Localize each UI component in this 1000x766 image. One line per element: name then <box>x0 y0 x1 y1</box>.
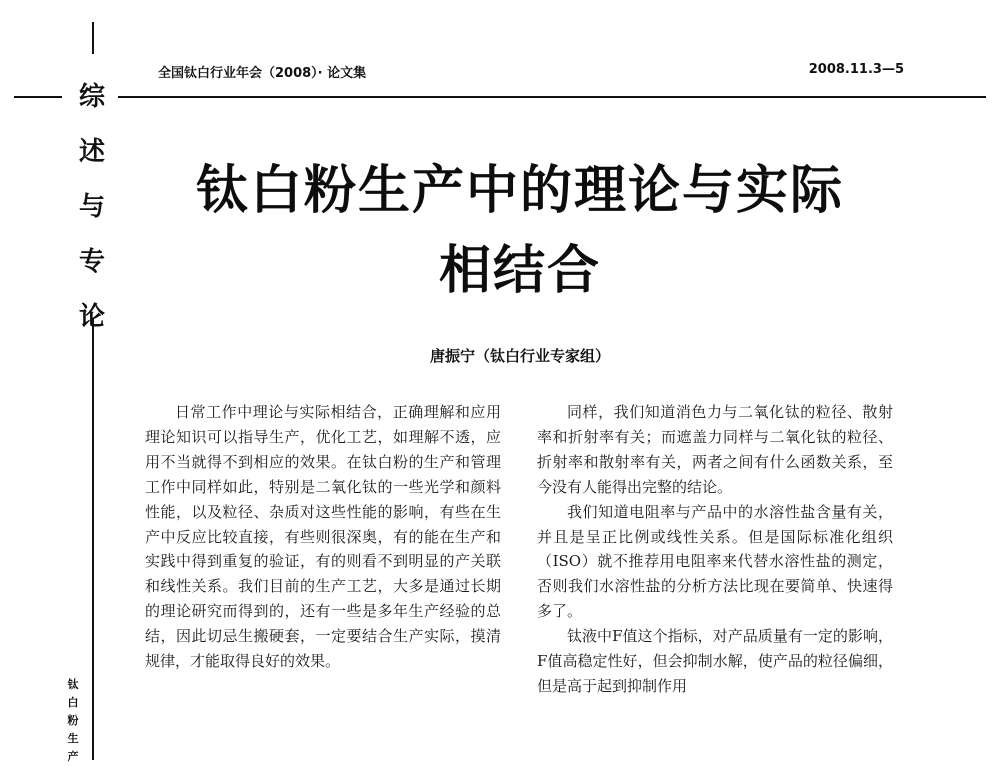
body-column-left <box>145 400 501 674</box>
sidebar-category-char: 综 <box>78 82 105 112</box>
header-rule <box>118 96 986 98</box>
sidebar-journal-char: 白 <box>67 696 79 709</box>
sidebar-category-char: 与 <box>78 192 105 222</box>
article-author: 唐振宁（钛白行业专家组） <box>429 347 610 365</box>
sidebar-category-label <box>70 70 114 345</box>
sidebar-category-char: 专 <box>78 247 105 277</box>
article-title-line1: 钛白粉生产中的理论与实际 <box>195 161 844 221</box>
running-header-date: 2008.11.3—5 <box>808 62 904 77</box>
running-header-conference: 全国钛白行业年会（2008）· 论文集 <box>158 66 367 81</box>
body-paragraph: 钛液中F值这个指标，对产品质量有一定的影响，F值高稳定性好，但会抑制水解，使产品的粒径偏细，但是高于起到抑制作用 <box>537 627 893 695</box>
sidebar-rule-top <box>92 22 94 54</box>
header-rule-left <box>14 96 62 98</box>
sidebar-journal-char: 生 <box>67 732 79 745</box>
sidebar-journal-char: 产 <box>67 750 79 763</box>
sidebar-rule-bottom <box>92 318 94 760</box>
body-paragraph: 同样，我们知道消色力与二氧化钛的粒径、散射率和折射率有关；而遮盖力同样与二氧化钛的粒径、折射率和散射率有关，两者之间有什么函数关系，至今没有人能得出完整的结论。 <box>537 403 893 496</box>
sidebar-journal-char: 粉 <box>67 714 79 727</box>
body-paragraph: 我们知道电阻率与产品中的水溶性盐含量有关，并且是呈正比例或线性关系。但是国际标准化组织（ISO）就不推荐用电阻率来代替水溶性盐的测定，否则我们水溶性盐的分析方法比现在要简单、快速得多了。 <box>537 502 893 621</box>
sidebar-category-char: 述 <box>78 137 105 167</box>
article-title-line2: 相结合 <box>438 241 601 301</box>
sidebar-journal-char: 钛 <box>67 678 79 691</box>
sidebar-category-char: 论 <box>78 302 105 332</box>
sidebar-journal-label <box>58 676 88 766</box>
body-column-right <box>537 400 893 699</box>
body-paragraph: 日常工作中理论与实际相结合，正确理解和应用理论知识可以指导生产，优化工艺，如理解不透，应用不当就得不到相应的效果。在钛白粉的生产和管理工作中同样如此，特别是二氧化钛的一些光学和颜料性能，以及粒径、杂质对这些性能的影响，有些在生产中反应比较直接，有些则很深奥，有的能在生产和实践中得到重复的验证，有的则看不到明显的产关联和线性关系。我们目前的生产工艺，大多是通过长期的理论研究而得到的，还有一些是多年生产经验的总结，因此切忌生搬硬套，一定要结合生产实际，摸清规律，才能取得良好的效果。 <box>145 403 501 671</box>
